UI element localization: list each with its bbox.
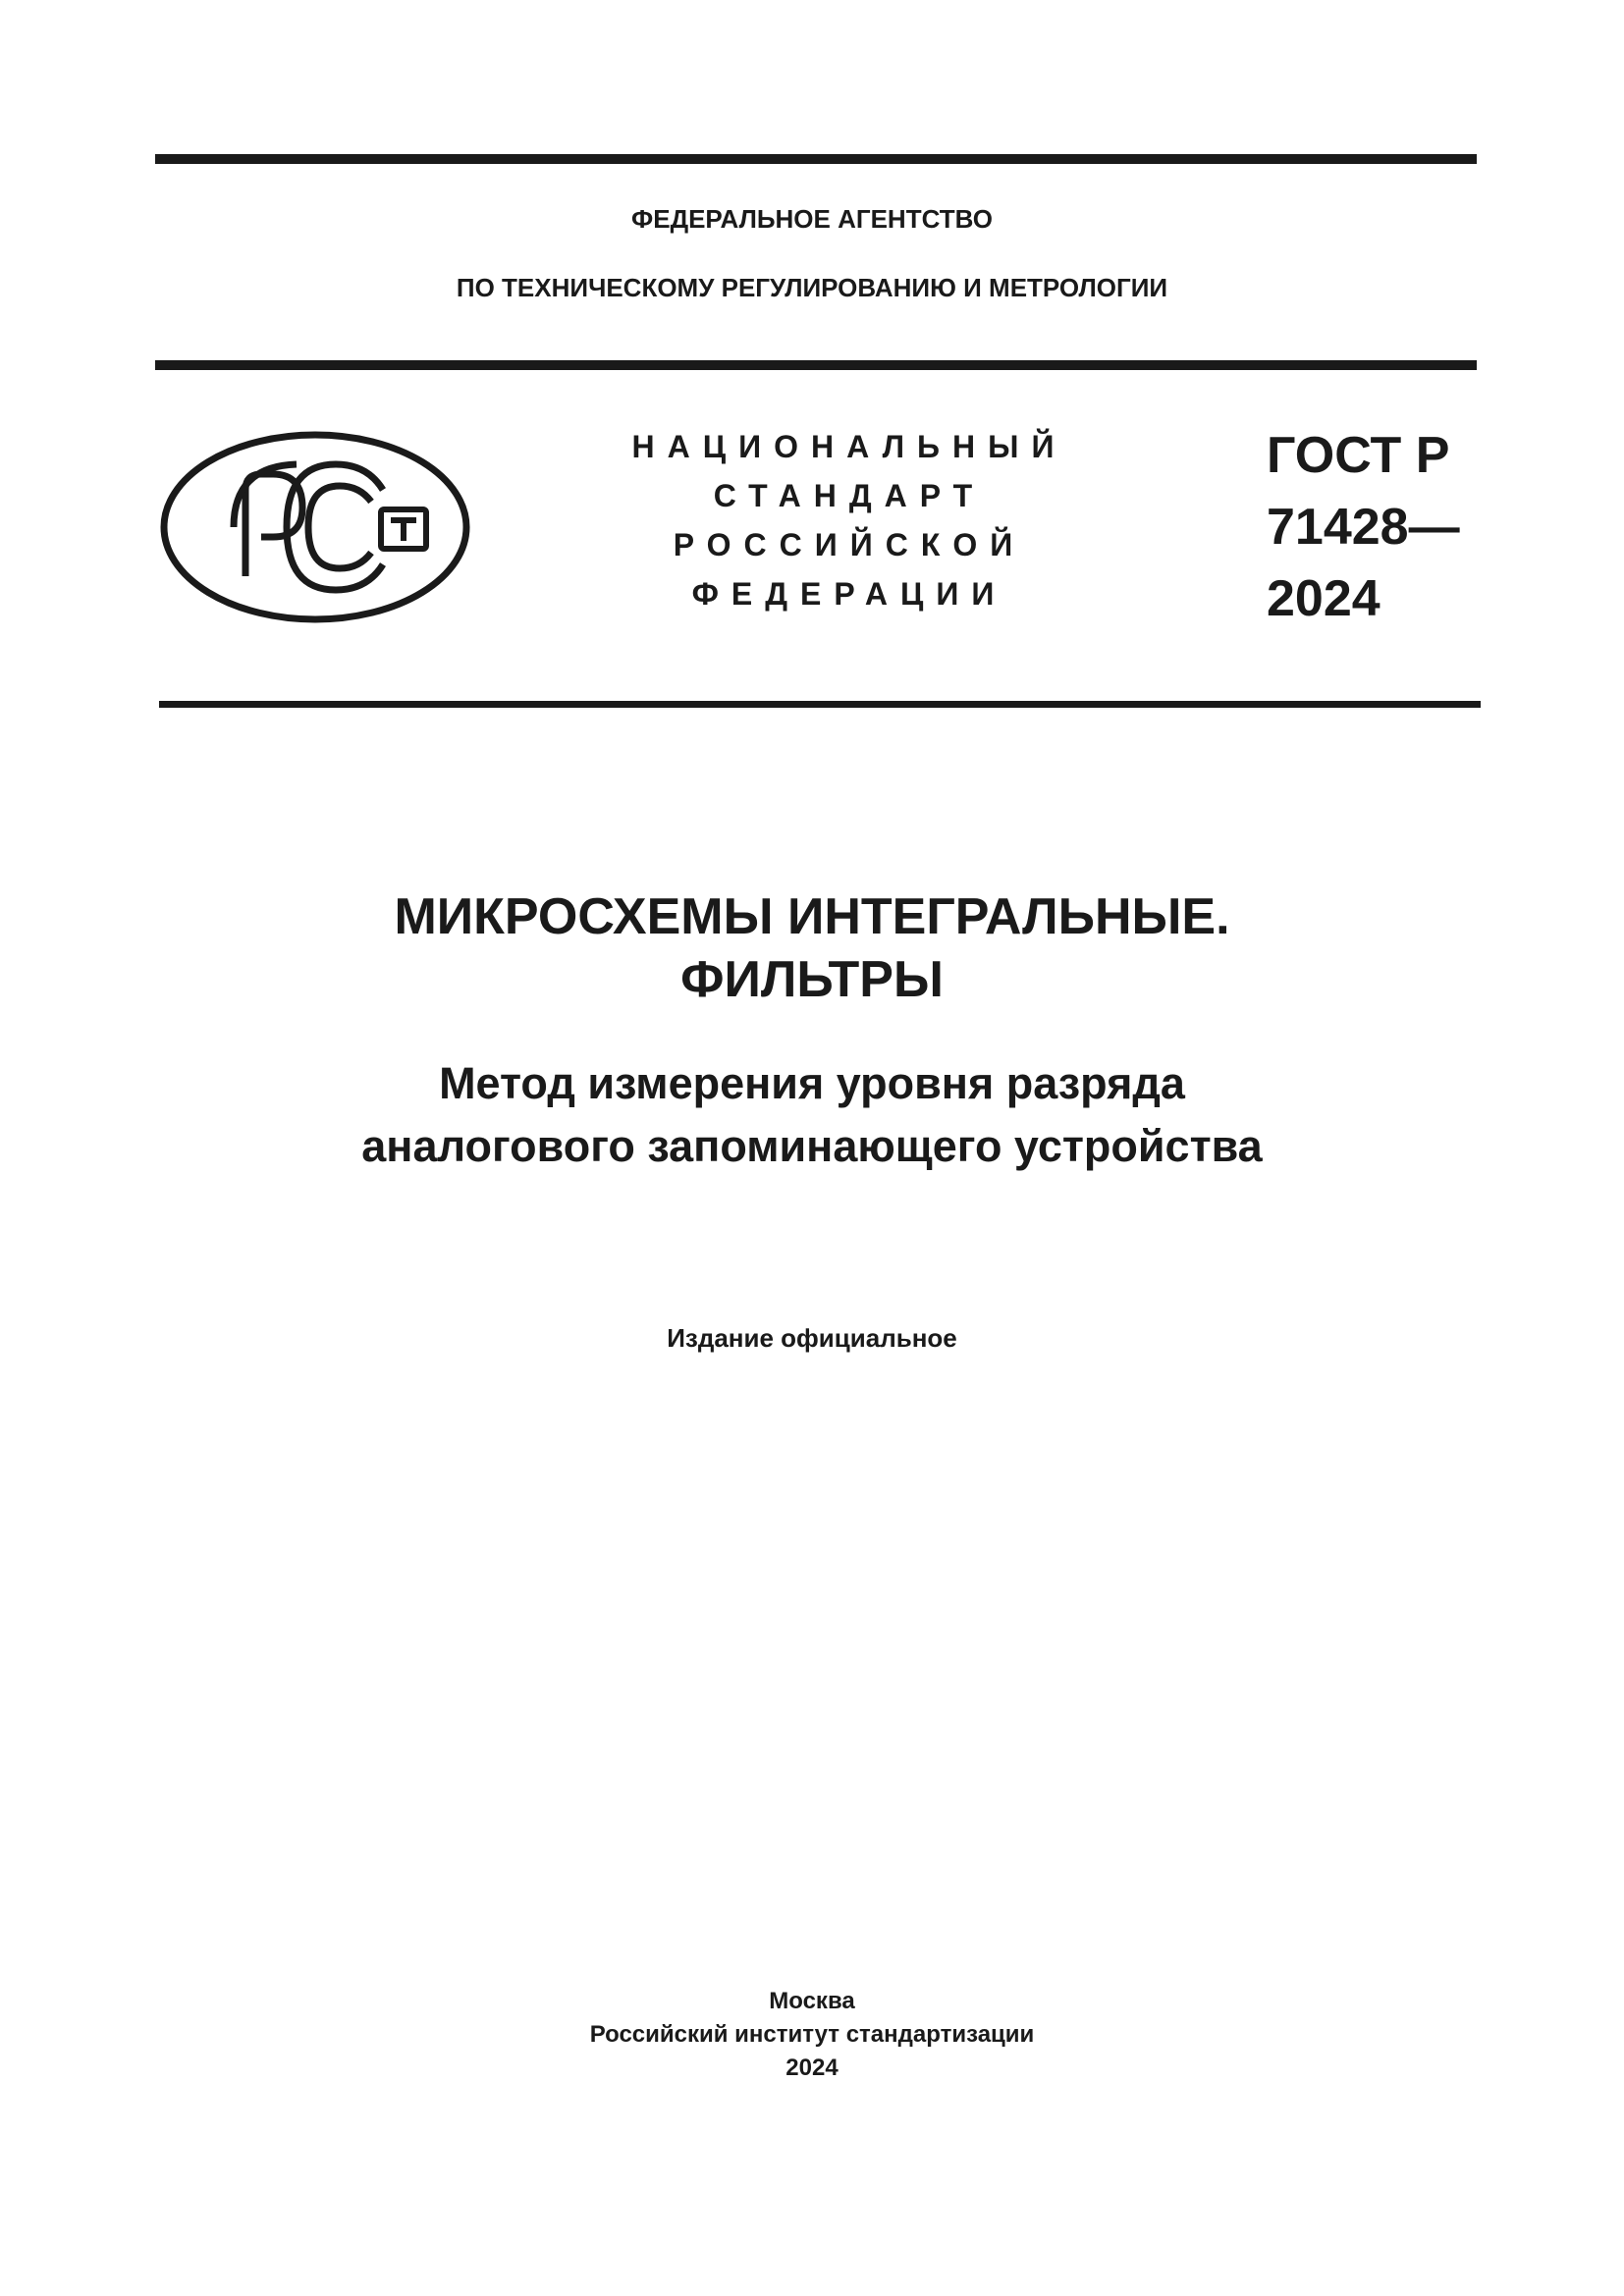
publisher-year: 2024 bbox=[785, 2055, 839, 2081]
edition-label: Издание официальное bbox=[667, 1323, 957, 1353]
standard-code bbox=[1267, 420, 1460, 635]
standard-code-line-2: 71428— bbox=[1267, 499, 1460, 556]
publisher-city: Москва bbox=[769, 1988, 855, 2014]
standard-type-line-1: НАЦИОНАЛЬНЫЙ bbox=[631, 429, 1067, 464]
standard-code-line-1: ГОСТ Р bbox=[1267, 427, 1450, 484]
title-line-2: ФИЛЬТРЫ bbox=[680, 951, 944, 1008]
publisher-block bbox=[0, 1985, 1624, 2085]
standard-type bbox=[619, 422, 1080, 618]
subtitle-line-1: Метод измерения уровня разряда bbox=[439, 1058, 1185, 1108]
standard-code-line-3: 2024 bbox=[1267, 570, 1380, 627]
standard-type-line-3: РОССИЙСКОЙ bbox=[673, 527, 1026, 562]
publisher-name: Российский институт стандартизации bbox=[589, 2021, 1035, 2048]
header-rule bbox=[155, 360, 1477, 370]
document-subtitle bbox=[0, 1052, 1624, 1178]
subtitle-line-2: аналогового запоминающего устройства bbox=[361, 1121, 1263, 1171]
rst-logo-icon bbox=[159, 429, 471, 625]
bottom-header-rule bbox=[159, 701, 1481, 708]
agency-line-2: ПО ТЕХНИЧЕСКОМУ РЕГУЛИРОВАНИЮ И МЕТРОЛОГИИ bbox=[456, 273, 1168, 302]
standard-type-line-4: ФЕДЕРАЦИИ bbox=[691, 576, 1007, 612]
agency-line-1: ФЕДЕРАЛЬНОЕ АГЕНТСТВО bbox=[631, 204, 993, 234]
standard-type-line-2: СТАНДАРТ bbox=[713, 478, 986, 513]
top-rule bbox=[155, 154, 1477, 164]
title-line-1: МИКРОСХЕМЫ ИНТЕГРАЛЬНЫЕ. bbox=[394, 888, 1230, 945]
document-title bbox=[0, 885, 1624, 1011]
